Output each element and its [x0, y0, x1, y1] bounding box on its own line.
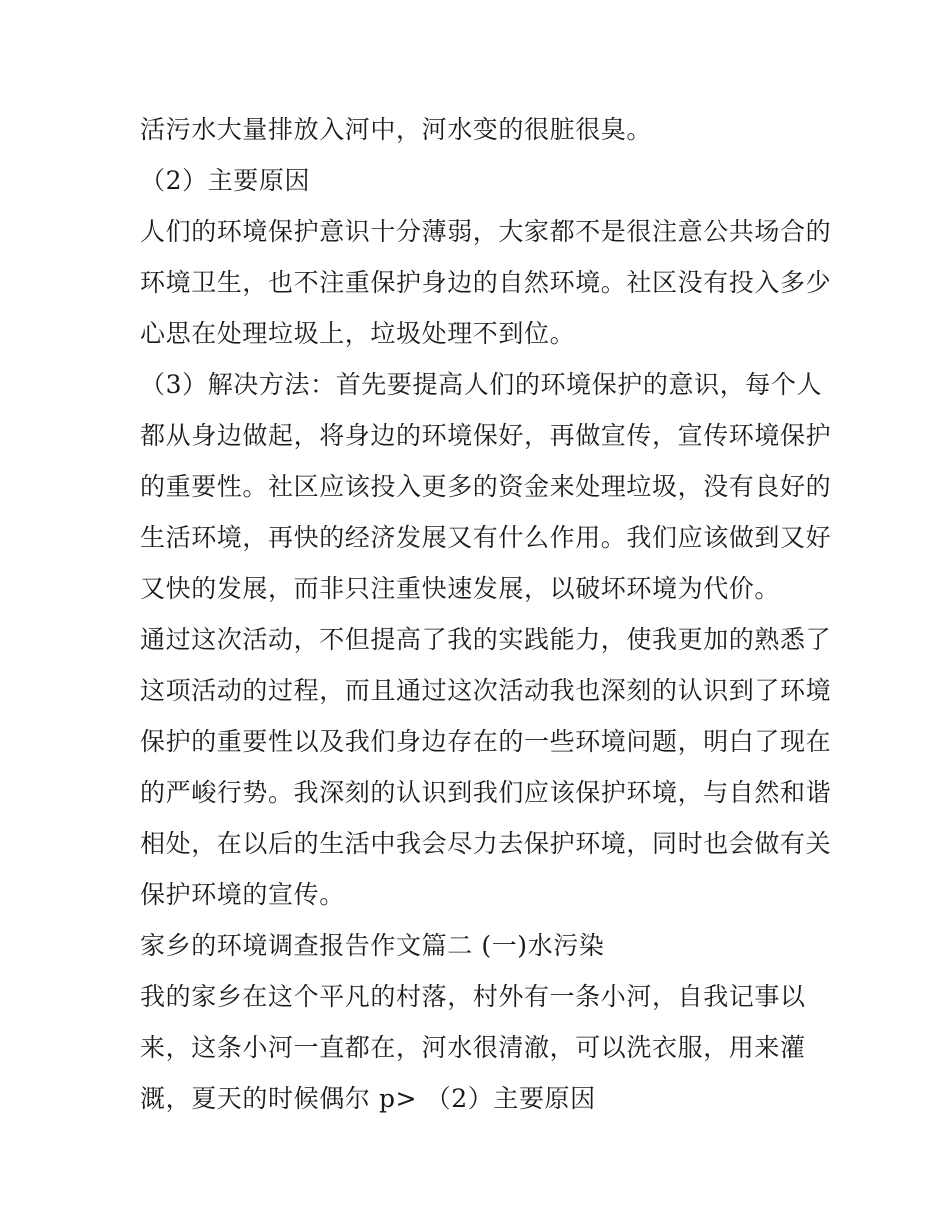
text-line: 活污水大量排放入河中，河水变的很脏很臭。 — [140, 115, 653, 144]
text-line: 保护的重要性以及我们身边存在的一些环境问题，明白了现在 — [140, 727, 832, 756]
text-line: 的重要性。社区应该投入更多的资金来处理垃圾，没有良好的 — [140, 472, 832, 501]
text-line: （3）解决方法：首先要提高人们的环境保护的意识，每个人 — [140, 370, 823, 399]
article-title: 家乡的环境调查报告作文篇二 (一)水污染 — [140, 931, 605, 960]
section-heading: （2）主要原因 — [140, 166, 311, 195]
text-line: 生活环境，再快的经济发展又有什么作用。我们应该做到又好 — [140, 523, 832, 552]
text-line: 又快的发展，而非只注重快速发展，以破坏环境为代价。 — [140, 574, 781, 603]
text-line: 都从身边做起，将身边的环境保好，再做宣传，宣传环境保护 — [140, 421, 832, 450]
text-line: 来，这条小河一直都在，河水很清澈，可以洗衣服，用来灌 — [140, 1033, 806, 1062]
text-line: 我的家乡在这个平凡的村落，村外有一条小河，自我记事以 — [140, 982, 806, 1011]
text-line: 这项活动的过程，而且通过这次活动我也深刻的认识到了环境 — [140, 676, 832, 705]
text-line: 通过这次活动，不但提高了我的实践能力，使我更加的熟悉了 — [140, 625, 832, 654]
text-line: 的严峻行势。我深刻的认识到我们应该保护环境，与自然和谐 — [140, 778, 832, 807]
text-line: 溉，夏天的时候偶尔 p> （2）主要原因 — [140, 1084, 596, 1113]
text-line: 人们的环境保护意识十分薄弱，大家都不是很注意公共场合的 — [140, 217, 832, 246]
text-line: 环境卫生，也不注重保护身边的自然环境。社区没有投入多少 — [140, 268, 832, 297]
text-line: 心思在处理垃圾上，垃圾处理不到位。 — [140, 319, 576, 348]
text-line: 保护环境的宣传。 — [140, 880, 345, 909]
text-line: 相处，在以后的生活中我会尽力去保护环境，同时也会做有关 — [140, 829, 832, 858]
